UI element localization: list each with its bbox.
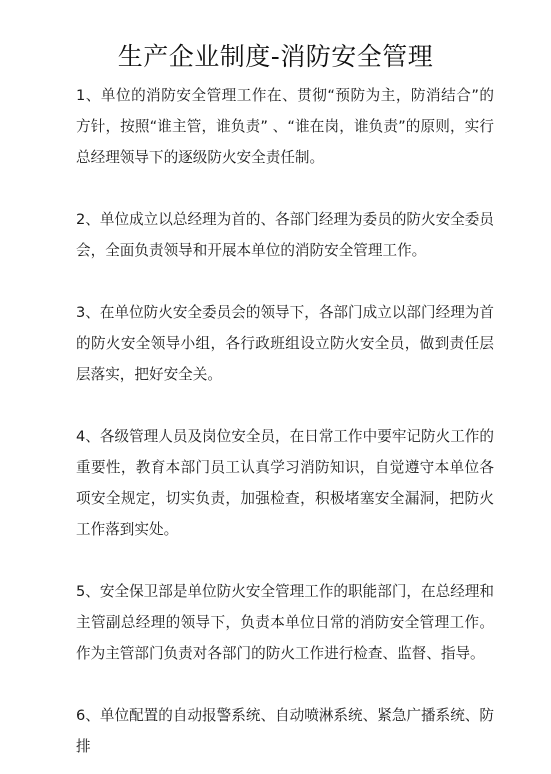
- document-body: [76, 80, 494, 774]
- document-title: 生产企业制度-消防安全管理: [117, 42, 434, 71]
- paragraph-2: 2、单位成立以总经理为首的、各部门经理为委员的防火安全委员会，全面负责领导和开展本单位的消防安全管理工作。: [76, 211, 494, 259]
- paragraph-1: 1、单位的消防安全管理工作在、贯彻“预防为主，防消结合”的方针，按照“谁主管，谁负责” 、“谁在岗，谁负责”的原则，实行总经理领导下的逐级防火安全责任制。: [76, 87, 494, 166]
- paragraph-5: 5、安全保卫部是单位防火安全管理工作的职能部门，在总经理和主管副总经理的领导下，负责本单位日常的消防安全管理工作。作为主管部门负责对各部门的防火工作进行检查、监督、指导。: [76, 583, 494, 662]
- paragraph-6: 6、单位配置的自动报警系统、自动喷淋系统、紧急广播系统、防排: [76, 707, 494, 755]
- paragraph-3: 3、在单位防火安全委员会的领导下，各部门成立以部门经理为首的防火安全领导小组，各行政班组设立防火安全员，做到责任层层落实，把好安全关。: [76, 304, 494, 383]
- paragraph-4: 4、各级管理人员及岗位安全员，在日常工作中要牢记防火工作的重要性，教育本部门员工认真学习消防知识，自觉遵守本单位各项安全规定，切实负责，加强检查，积极堵塞安全漏洞，把防火工作落到实处。: [76, 428, 494, 538]
